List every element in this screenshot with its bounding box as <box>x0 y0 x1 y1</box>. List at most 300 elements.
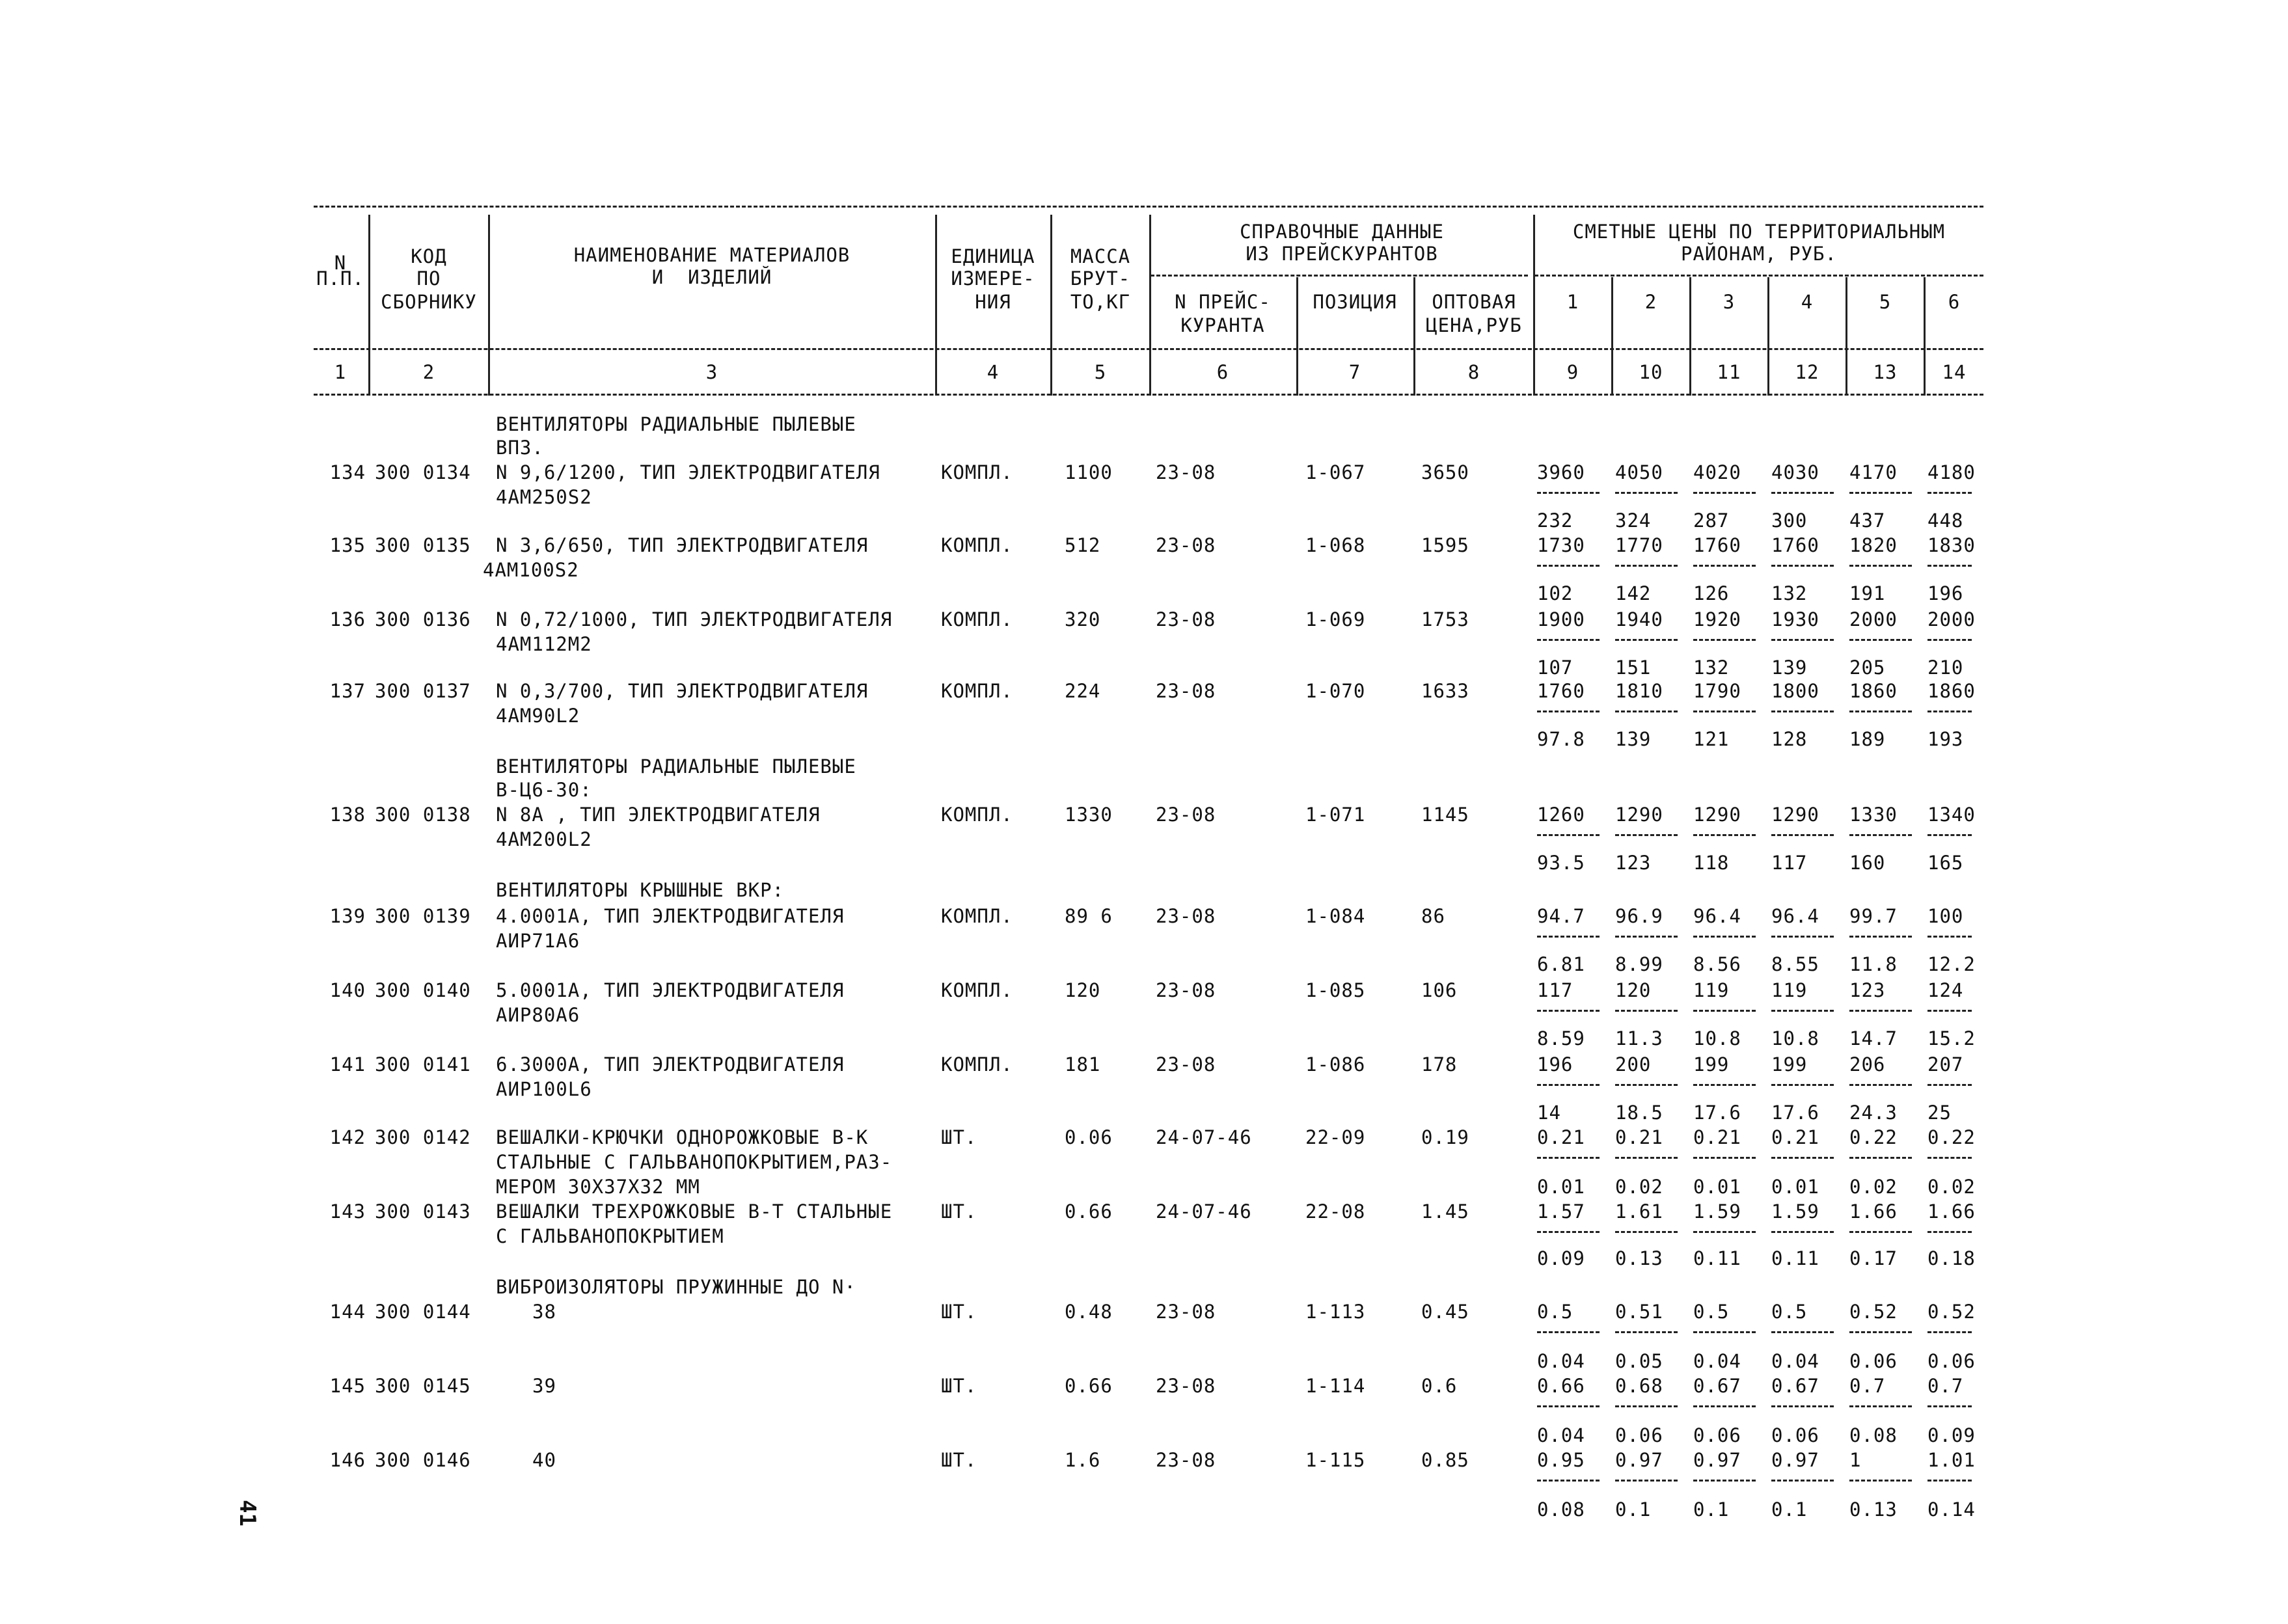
row-region-price: 0.21 <box>1537 1126 1585 1148</box>
row-code: 300 0145 <box>375 1375 471 1397</box>
row-name-line: N 8А , ТИП ЭЛЕКТРОДВИГАТЕЛЯ <box>496 804 821 826</box>
fraction-rule <box>1537 639 1600 641</box>
header-mass-3: ТО,КГ <box>1070 291 1131 313</box>
row-number: 145 <box>329 1375 366 1397</box>
fraction-rule <box>1771 492 1834 494</box>
header-code-2: ПО <box>416 267 441 290</box>
fraction-rule <box>1693 492 1756 494</box>
row-region-sub: 139 <box>1771 656 1808 679</box>
row-mass: 224 <box>1065 680 1101 702</box>
section-heading: ВИБРОИЗОЛЯТОРЫ ПРУЖИННЫЕ ДО N· <box>496 1276 856 1298</box>
row-region-price: 1760 <box>1771 534 1819 556</box>
row-region-price: 1260 <box>1537 804 1585 826</box>
row-wholesale: 1753 <box>1421 608 1469 630</box>
row-unit: ШТ. <box>941 1449 977 1471</box>
header-num-2: П.П. <box>316 267 364 290</box>
row-name-line: 4АМ112М2 <box>496 633 592 655</box>
row-unit: КОМПЛ. <box>941 680 1013 702</box>
row-region-sub: 142 <box>1615 582 1652 604</box>
fraction-rule <box>1693 1157 1756 1159</box>
row-mass: 320 <box>1065 608 1101 630</box>
row-price-list: 23-08 <box>1156 1053 1216 1076</box>
fraction-rule <box>1693 639 1756 641</box>
header-prices-group-1: СМЕТНЫЕ ЦЕНЫ ПО ТЕРРИТОРИАЛЬНЫМ <box>1572 221 1946 243</box>
row-region-sub: 14 <box>1537 1102 1561 1124</box>
row-region-sub: 0.08 <box>1849 1424 1898 1446</box>
row-region-price: 96.9 <box>1615 905 1663 927</box>
row-region-price: 96.4 <box>1693 905 1741 927</box>
row-name-line: ВЕШАЛКИ ТРЕХРОЖКОВЫЕ В-Т СТАЛЬНЫЕ <box>496 1200 893 1223</box>
row-region-sub: 25 <box>1927 1102 1952 1124</box>
row-unit: КОМПЛ. <box>941 905 1013 927</box>
row-region-price: 1.59 <box>1693 1200 1741 1223</box>
row-region-price: 0.97 <box>1771 1449 1819 1471</box>
fraction-rule <box>1537 936 1600 938</box>
fraction-rule <box>1615 1331 1678 1333</box>
row-price-list: 23-08 <box>1156 461 1216 483</box>
fraction-rule <box>1849 1157 1912 1159</box>
row-region-price: 0.67 <box>1771 1375 1819 1397</box>
fraction-rule <box>1927 936 1972 938</box>
row-unit: ШТ. <box>941 1200 977 1223</box>
row-region-sub: 0.01 <box>1771 1176 1819 1198</box>
fraction-rule <box>1849 1231 1912 1233</box>
header-bottom-rule <box>314 394 1983 396</box>
row-region-sub: 0.04 <box>1693 1350 1741 1372</box>
row-code: 300 0134 <box>375 461 471 483</box>
section-heading: ВЕНТИЛЯТОРЫ РАДИАЛЬНЫЕ ПЫЛЕВЫЕ <box>496 413 856 435</box>
row-name-line: 4.0001А, ТИП ЭЛЕКТРОДВИГАТЕЛЯ <box>496 905 845 927</box>
header-wholesale-1: ОПТОВАЯ <box>1432 291 1516 313</box>
row-region-price: 199 <box>1771 1053 1808 1076</box>
row-region-sub: 0.1 <box>1771 1498 1808 1521</box>
row-price-list: 23-08 <box>1156 1301 1216 1323</box>
row-region-sub: 132 <box>1693 656 1730 679</box>
fraction-rule <box>1771 1331 1834 1333</box>
row-wholesale: 1595 <box>1421 534 1469 556</box>
header-unit-1: ЕДИНИЦА <box>951 245 1035 267</box>
row-name-line: С ГАЛЬВАНОПОКРЫТИЕМ <box>496 1225 724 1247</box>
fraction-rule <box>1927 492 1972 494</box>
row-price-list: 23-08 <box>1156 1449 1216 1471</box>
row-code: 300 0142 <box>375 1126 471 1148</box>
row-unit: КОМПЛ. <box>941 979 1013 1001</box>
row-name-line: 4АМ250S2 <box>496 486 592 508</box>
header-pricelist-2: КУРАНТА <box>1180 314 1265 336</box>
fraction-rule <box>1615 1405 1678 1407</box>
row-region-sub: 160 <box>1849 852 1886 874</box>
row-region-price: 0.22 <box>1927 1126 1976 1148</box>
row-region-sub: 107 <box>1537 656 1573 679</box>
column-number: 7 <box>1348 361 1361 383</box>
row-region-price: 119 <box>1771 979 1808 1001</box>
row-region-price: 1920 <box>1693 608 1741 630</box>
row-region-price: 4050 <box>1615 461 1663 483</box>
section-heading: В-Ц6-30: <box>496 779 592 801</box>
header-position: ПОЗИЦИЯ <box>1313 291 1397 313</box>
row-name-line: 4АМ100S2 <box>483 559 579 581</box>
row-region-price: 196 <box>1537 1053 1573 1076</box>
row-region-price: 200 <box>1615 1053 1652 1076</box>
row-region-sub: 196 <box>1927 582 1964 604</box>
fraction-rule <box>1849 492 1912 494</box>
fraction-rule <box>1849 710 1912 712</box>
row-position: 1-069 <box>1305 608 1366 630</box>
row-price-list: 24-07-46 <box>1156 1200 1252 1223</box>
row-region-price: 0.67 <box>1693 1375 1741 1397</box>
header-pricelist-1: N ПРЕЙС- <box>1175 291 1271 313</box>
row-region-price: 1930 <box>1771 608 1819 630</box>
row-region-price: 4180 <box>1927 461 1976 483</box>
header-ref-group-1: СПРАВОЧНЫЕ ДАННЫЕ <box>1240 221 1444 243</box>
fraction-rule <box>1771 565 1834 567</box>
fraction-rule <box>1771 1010 1834 1012</box>
row-code: 300 0143 <box>375 1200 471 1223</box>
header-region: 1 <box>1566 291 1579 313</box>
row-region-price: 0.66 <box>1537 1375 1585 1397</box>
fraction-rule <box>1927 1157 1972 1159</box>
fraction-rule <box>1615 1480 1678 1482</box>
fraction-rule <box>1771 710 1834 712</box>
row-region-sub: 232 <box>1537 509 1573 532</box>
row-position: 1-068 <box>1305 534 1366 556</box>
column-number: 3 <box>705 361 718 383</box>
row-region-sub: 102 <box>1537 582 1573 604</box>
row-region-sub: 126 <box>1693 582 1730 604</box>
row-unit: КОМПЛ. <box>941 608 1013 630</box>
row-region-sub: 0.01 <box>1693 1176 1741 1198</box>
row-number: 141 <box>329 1053 366 1076</box>
fraction-rule <box>1849 639 1912 641</box>
row-number: 144 <box>329 1301 366 1323</box>
row-region-sub: 0.06 <box>1693 1424 1741 1446</box>
row-region-price: 199 <box>1693 1053 1730 1076</box>
row-region-sub: 191 <box>1849 582 1886 604</box>
row-region-price: 0.7 <box>1849 1375 1886 1397</box>
row-region-sub: 139 <box>1615 728 1652 750</box>
row-region-sub: 189 <box>1849 728 1886 750</box>
row-region-sub: 97.8 <box>1537 728 1585 750</box>
fraction-rule <box>1849 1480 1912 1482</box>
row-position: 1-085 <box>1305 979 1366 1001</box>
row-region-price: 207 <box>1927 1053 1964 1076</box>
row-wholesale: 0.85 <box>1421 1449 1469 1471</box>
row-mass: 1100 <box>1065 461 1113 483</box>
row-region-price: 0.5 <box>1693 1301 1730 1323</box>
row-price-list: 23-08 <box>1156 1375 1216 1397</box>
row-wholesale: 3650 <box>1421 461 1469 483</box>
header-mass-2: БРУТ- <box>1070 267 1131 290</box>
row-region-sub: 0.02 <box>1615 1176 1663 1198</box>
column-number: 1 <box>334 361 347 383</box>
row-region-sub: 0.1 <box>1693 1498 1730 1521</box>
fraction-rule <box>1693 1084 1756 1086</box>
row-region-sub: 0.05 <box>1615 1350 1663 1372</box>
row-code: 300 0139 <box>375 905 471 927</box>
fraction-rule <box>1771 1157 1834 1159</box>
row-region-price: 123 <box>1849 979 1886 1001</box>
row-region-price: 119 <box>1693 979 1730 1001</box>
row-unit: ШТ. <box>941 1301 977 1323</box>
row-region-sub: 10.8 <box>1771 1027 1819 1049</box>
row-region-price: 1.66 <box>1849 1200 1898 1223</box>
row-region-sub: 14.7 <box>1849 1027 1898 1049</box>
row-name-line: 6.3000А, ТИП ЭЛЕКТРОДВИГАТЕЛЯ <box>496 1053 845 1076</box>
section-heading: ВПЗ. <box>496 437 544 459</box>
row-price-list: 23-08 <box>1156 534 1216 556</box>
row-position: 1-115 <box>1305 1449 1366 1471</box>
header-code-1: КОД <box>411 245 447 267</box>
header-region: 5 <box>1879 291 1892 313</box>
row-price-list: 23-08 <box>1156 979 1216 1001</box>
row-region-price: 0.52 <box>1849 1301 1898 1323</box>
fraction-rule <box>1615 834 1678 836</box>
row-region-sub: 300 <box>1771 509 1808 532</box>
fraction-rule <box>1849 936 1912 938</box>
row-unit: КОМПЛ. <box>941 1053 1013 1076</box>
column-number: 8 <box>1467 361 1480 383</box>
row-region-price: 100 <box>1927 905 1964 927</box>
row-region-price: 1900 <box>1537 608 1585 630</box>
row-region-sub: 6.81 <box>1537 953 1585 975</box>
fraction-rule <box>1771 1231 1834 1233</box>
column-number: 13 <box>1873 361 1898 383</box>
row-region-sub: 0.14 <box>1927 1498 1976 1521</box>
row-region-price: 0.68 <box>1615 1375 1663 1397</box>
column-number: 4 <box>987 361 1000 383</box>
row-region-sub: 128 <box>1771 728 1808 750</box>
fraction-rule <box>1771 1405 1834 1407</box>
fraction-rule <box>1927 1010 1972 1012</box>
row-wholesale: 178 <box>1421 1053 1458 1076</box>
fraction-rule <box>1771 639 1834 641</box>
row-region-price: 2000 <box>1927 608 1976 630</box>
row-mass: 0.48 <box>1065 1301 1113 1323</box>
row-name-line: АИР80А6 <box>496 1004 580 1026</box>
row-position: 1-114 <box>1305 1375 1366 1397</box>
fraction-rule <box>1849 565 1912 567</box>
row-region-price: 99.7 <box>1849 905 1898 927</box>
row-region-price: 0.51 <box>1615 1301 1663 1323</box>
row-region-sub: 93.5 <box>1537 852 1585 874</box>
row-region-price: 0.22 <box>1849 1126 1898 1148</box>
row-mass: 0.66 <box>1065 1375 1113 1397</box>
fraction-rule <box>1693 1405 1756 1407</box>
row-region-sub: 17.6 <box>1693 1102 1741 1124</box>
row-region-sub: 210 <box>1927 656 1964 679</box>
fraction-rule <box>1849 1331 1912 1333</box>
row-name-line: МЕРОМ 30Х37Х32 ММ <box>496 1176 700 1198</box>
row-region-sub: 8.59 <box>1537 1027 1585 1049</box>
row-region-price: 1.59 <box>1771 1200 1819 1223</box>
fraction-rule <box>1693 565 1756 567</box>
header-prices-group-2: РАЙОНАМ, РУБ. <box>1681 243 1837 265</box>
header-mid-rule <box>314 348 1983 350</box>
row-region-price: 0.5 <box>1771 1301 1808 1323</box>
row-region-sub: 117 <box>1771 852 1808 874</box>
fraction-rule <box>1927 1405 1972 1407</box>
row-region-price: 1290 <box>1771 804 1819 826</box>
row-region-price: 1.57 <box>1537 1200 1585 1223</box>
subheader-rule-prices <box>1534 275 1983 277</box>
fraction-rule <box>1771 936 1834 938</box>
row-number: 142 <box>329 1126 366 1148</box>
row-position: 1-084 <box>1305 905 1366 927</box>
row-wholesale: 106 <box>1421 979 1458 1001</box>
row-region-sub: 11.3 <box>1615 1027 1663 1049</box>
fraction-rule <box>1615 1084 1678 1086</box>
row-region-price: 1.01 <box>1927 1449 1976 1471</box>
row-unit: ШТ. <box>941 1375 977 1397</box>
row-position: 1-070 <box>1305 680 1366 702</box>
row-name-line: 39 <box>532 1375 556 1397</box>
fraction-rule <box>1537 492 1600 494</box>
row-number: 146 <box>329 1449 366 1471</box>
row-region-price: 0.5 <box>1537 1301 1573 1323</box>
fraction-rule <box>1927 1084 1972 1086</box>
fraction-rule <box>1615 639 1678 641</box>
row-unit: КОМПЛ. <box>941 461 1013 483</box>
row-region-price: 1830 <box>1927 534 1976 556</box>
fraction-rule <box>1771 1084 1834 1086</box>
row-region-sub: 17.6 <box>1771 1102 1819 1124</box>
row-mass: 0.66 <box>1065 1200 1113 1223</box>
fraction-rule <box>1693 834 1756 836</box>
row-region-sub: 0.13 <box>1615 1247 1663 1269</box>
fraction-rule <box>1537 1331 1600 1333</box>
page-number: 41 <box>234 1500 260 1526</box>
row-mass: 0.06 <box>1065 1126 1113 1148</box>
row-unit: КОМПЛ. <box>941 534 1013 556</box>
row-region-price: 0.7 <box>1927 1375 1964 1397</box>
fraction-rule <box>1927 565 1972 567</box>
header-region: 3 <box>1723 291 1736 313</box>
row-number: 136 <box>329 608 366 630</box>
header-code-3: СБОРНИКУ <box>381 291 477 313</box>
header-region: 6 <box>1948 291 1961 313</box>
row-wholesale: 0.6 <box>1421 1375 1458 1397</box>
row-name-line: N 9,6/1200, ТИП ЭЛЕКТРОДВИГАТЕЛЯ <box>496 461 880 483</box>
row-region-sub: 18.5 <box>1615 1102 1663 1124</box>
row-region-price: 1 <box>1849 1449 1862 1471</box>
row-name-line: СТАЛЬНЫЕ С ГАЛЬВАНОПОКРЫТИЕМ,РАЗ- <box>496 1151 893 1173</box>
row-position: 1-113 <box>1305 1301 1366 1323</box>
row-number: 140 <box>329 979 366 1001</box>
row-region-price: 120 <box>1615 979 1652 1001</box>
row-region-sub: 10.8 <box>1693 1027 1741 1049</box>
row-region-sub: 8.56 <box>1693 953 1741 975</box>
row-region-sub: 118 <box>1693 852 1730 874</box>
row-region-price: 1760 <box>1693 534 1741 556</box>
column-number: 12 <box>1795 361 1819 383</box>
column-number: 5 <box>1094 361 1107 383</box>
fraction-rule <box>1849 1084 1912 1086</box>
row-region-price: 1290 <box>1693 804 1741 826</box>
row-wholesale: 86 <box>1421 905 1445 927</box>
row-region-price: 2000 <box>1849 608 1898 630</box>
fraction-rule <box>1537 1480 1600 1482</box>
row-region-price: 0.97 <box>1693 1449 1741 1471</box>
row-mass: 181 <box>1065 1053 1101 1076</box>
row-region-price: 1760 <box>1537 680 1585 702</box>
column-number: 9 <box>1566 361 1579 383</box>
fraction-rule <box>1693 710 1756 712</box>
fraction-rule <box>1849 834 1912 836</box>
column-number: 10 <box>1639 361 1663 383</box>
row-region-sub: 0.09 <box>1537 1247 1585 1269</box>
row-region-sub: 0.04 <box>1537 1350 1585 1372</box>
fraction-rule <box>1927 1480 1972 1482</box>
row-code: 300 0136 <box>375 608 471 630</box>
fraction-rule <box>1849 1405 1912 1407</box>
row-code: 300 0141 <box>375 1053 471 1076</box>
header-num-1: N <box>334 252 347 274</box>
row-name-line: 40 <box>532 1449 556 1471</box>
row-region-sub: 132 <box>1771 582 1808 604</box>
row-name-line: 38 <box>532 1301 556 1323</box>
row-region-sub: 24.3 <box>1849 1102 1898 1124</box>
fraction-rule <box>1693 1010 1756 1012</box>
row-region-sub: 437 <box>1849 509 1886 532</box>
row-number: 134 <box>329 461 366 483</box>
fraction-rule <box>1537 1231 1600 1233</box>
fraction-rule <box>1537 710 1600 712</box>
row-name-line: N 0,72/1000, ТИП ЭЛЕКТРОДВИГАТЕЛЯ <box>496 608 893 630</box>
row-name-line: N 0,3/700, ТИП ЭЛЕКТРОДВИГАТЕЛЯ <box>496 680 869 702</box>
row-region-sub: 123 <box>1615 852 1652 874</box>
column-number: 11 <box>1717 361 1741 383</box>
fraction-rule <box>1537 565 1600 567</box>
row-region-sub: 0.1 <box>1615 1498 1652 1521</box>
row-wholesale: 0.45 <box>1421 1301 1469 1323</box>
row-region-sub: 193 <box>1927 728 1964 750</box>
row-region-sub: 0.06 <box>1849 1350 1898 1372</box>
row-code: 300 0137 <box>375 680 471 702</box>
row-region-sub: 8.99 <box>1615 953 1663 975</box>
header-mass-1: МАССА <box>1070 245 1131 267</box>
row-region-price: 124 <box>1927 979 1964 1001</box>
row-region-price: 1800 <box>1771 680 1819 702</box>
row-name-line: ВЕШАЛКИ-КРЮЧКИ ОДНОРОЖКОВЫЕ В-К <box>496 1126 869 1148</box>
row-region-sub: 0.01 <box>1537 1176 1585 1198</box>
row-mass: 1.6 <box>1065 1449 1101 1471</box>
row-position: 22-08 <box>1305 1200 1366 1223</box>
fraction-rule <box>1615 565 1678 567</box>
fraction-rule <box>1927 1231 1972 1233</box>
row-region-sub: 0.09 <box>1927 1424 1976 1446</box>
row-region-price: 1.61 <box>1615 1200 1663 1223</box>
row-region-price: 1860 <box>1927 680 1976 702</box>
row-region-price: 4030 <box>1771 461 1819 483</box>
section-heading: ВЕНТИЛЯТОРЫ КРЫШНЫЕ ВКР: <box>496 879 785 901</box>
fraction-rule <box>1771 834 1834 836</box>
row-region-sub: 0.08 <box>1537 1498 1585 1521</box>
header-region: 2 <box>1644 291 1657 313</box>
fraction-rule <box>1693 1331 1756 1333</box>
row-region-price: 0.95 <box>1537 1449 1585 1471</box>
fraction-rule <box>1927 710 1972 712</box>
row-region-price: 1730 <box>1537 534 1585 556</box>
row-region-sub: 0.11 <box>1693 1247 1741 1269</box>
row-unit: КОМПЛ. <box>941 804 1013 826</box>
row-region-sub: 121 <box>1693 728 1730 750</box>
row-region-price: 1290 <box>1615 804 1663 826</box>
row-code: 300 0146 <box>375 1449 471 1471</box>
row-code: 300 0138 <box>375 804 471 826</box>
row-name-line: АИР100L6 <box>496 1078 592 1100</box>
row-region-price: 0.21 <box>1615 1126 1663 1148</box>
row-region-price: 0.21 <box>1693 1126 1741 1148</box>
